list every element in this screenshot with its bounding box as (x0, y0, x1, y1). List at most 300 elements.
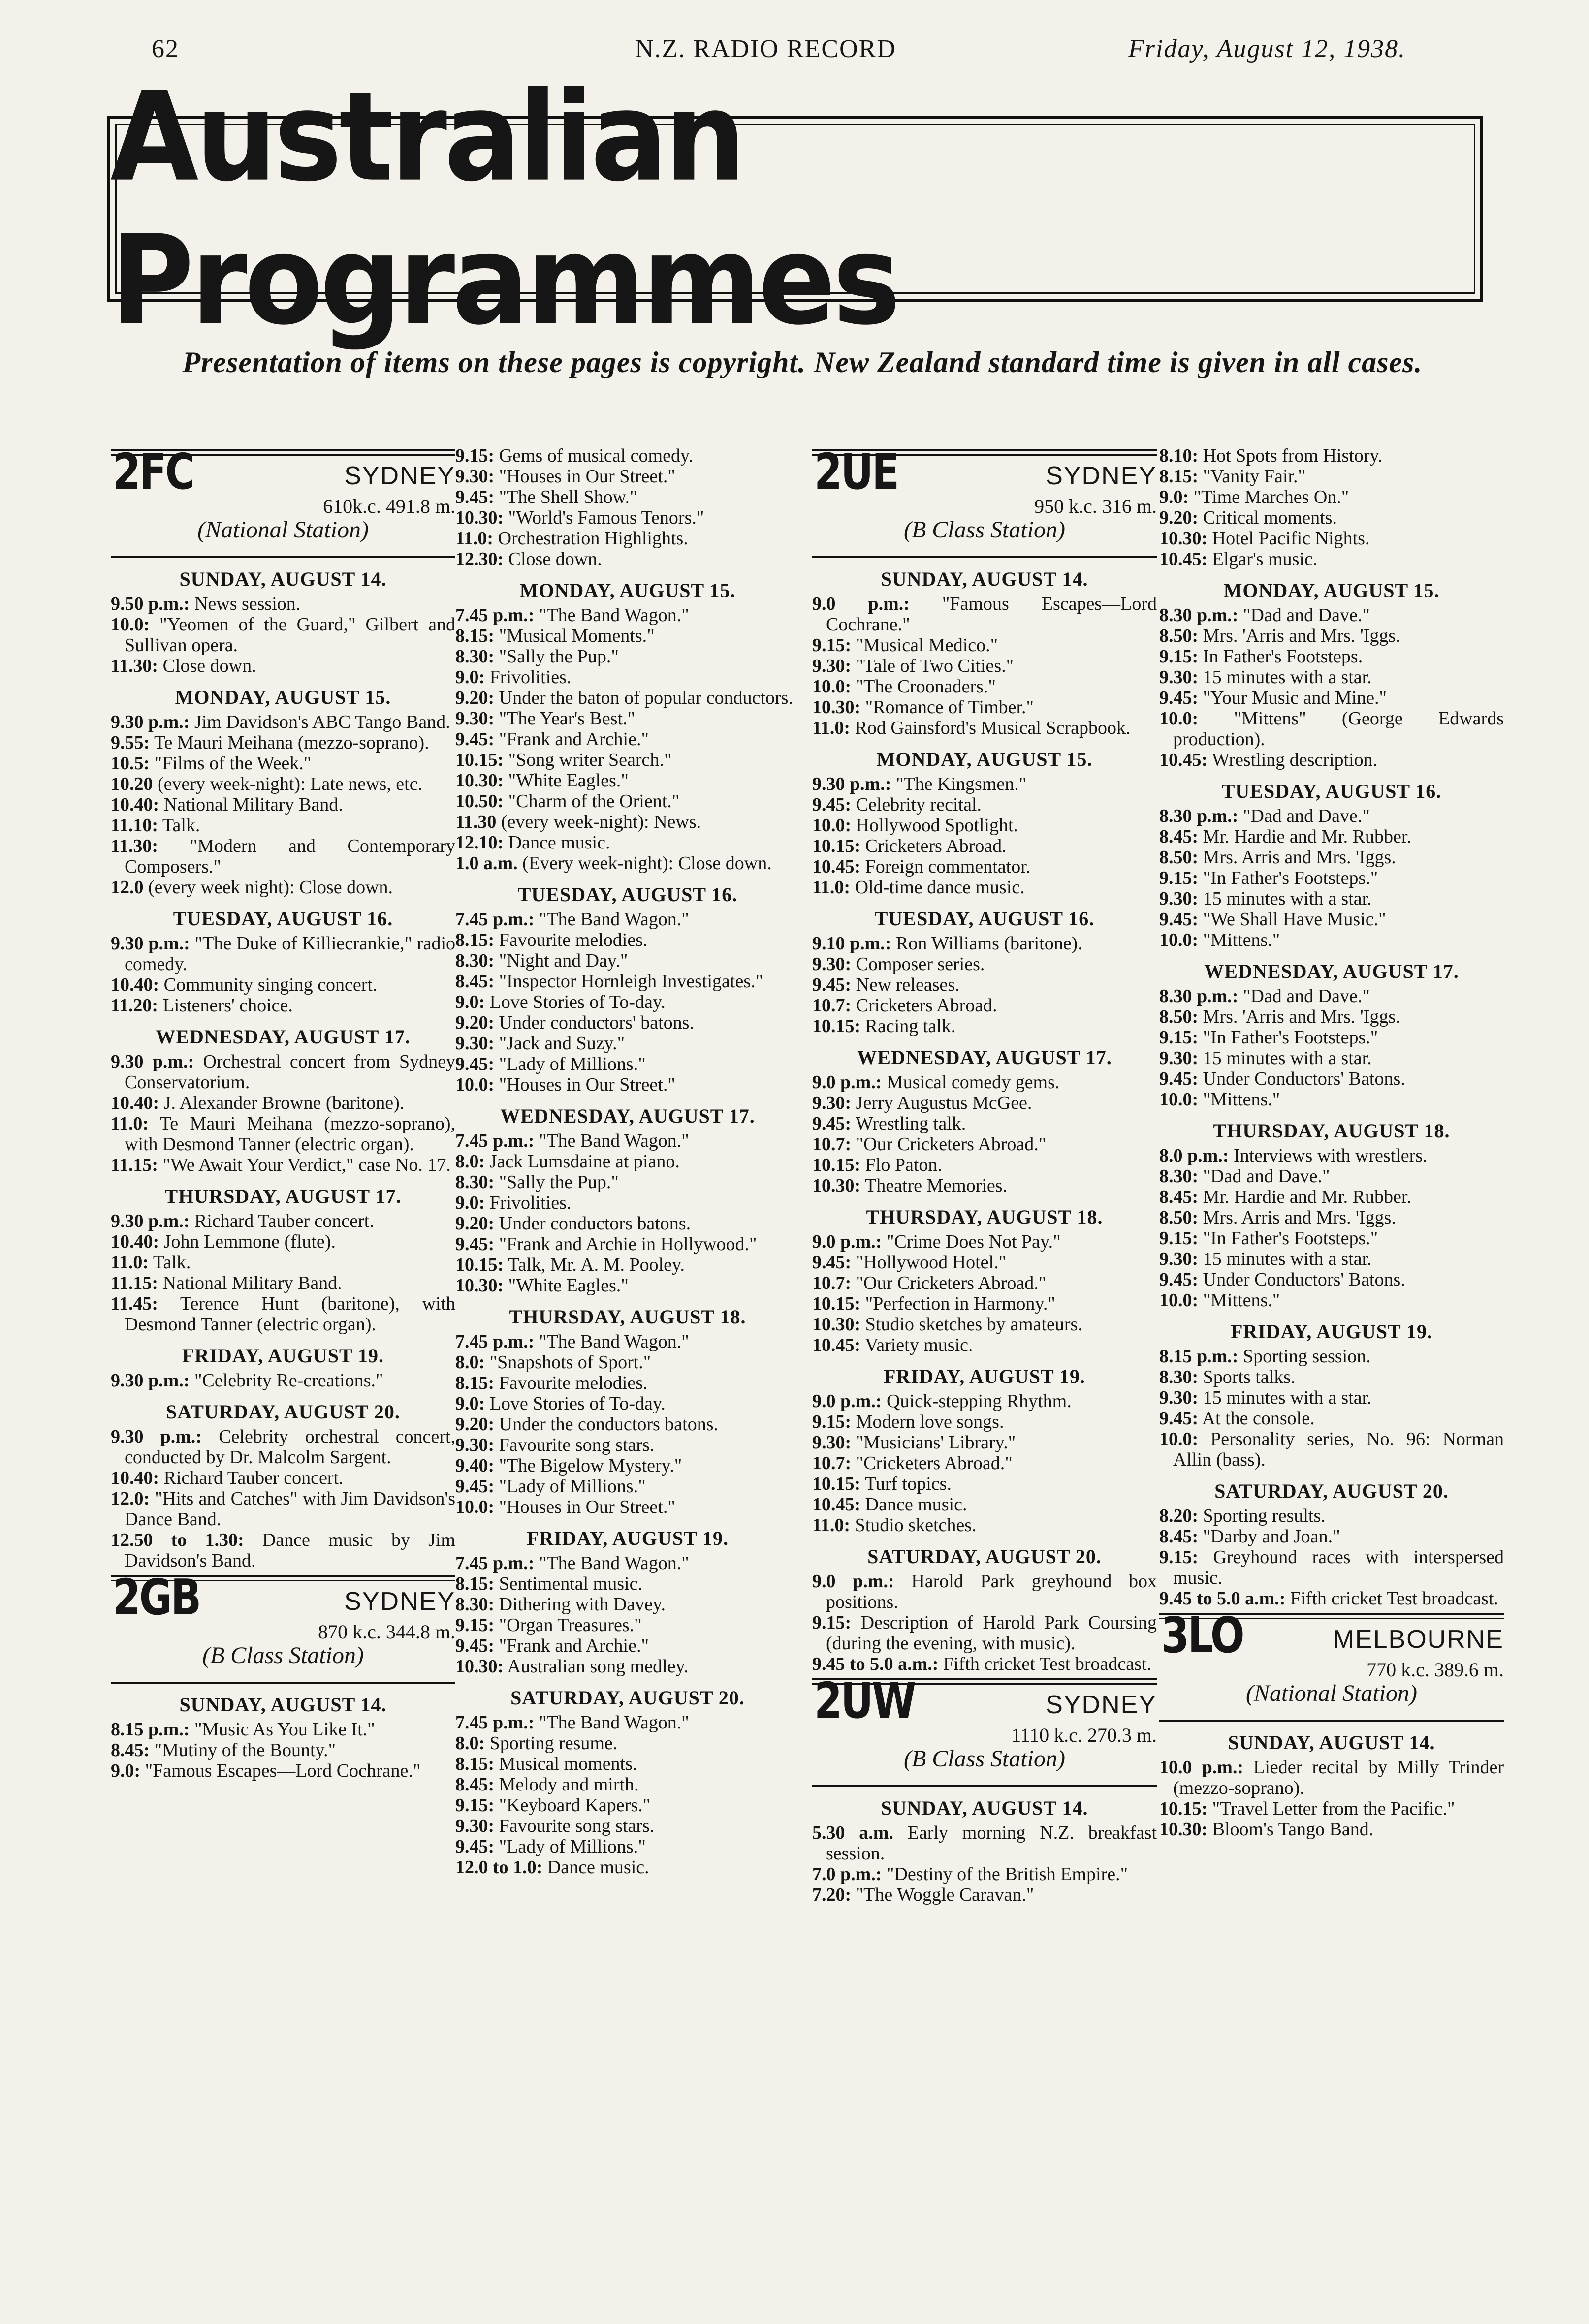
programme-description: "Musical Moments." (499, 626, 655, 646)
programme-time: 9.45: (455, 729, 495, 750)
programme-time: 8.30: (455, 950, 495, 971)
programme-description: "Tale of Two Cities." (856, 656, 1014, 676)
programme-time: 10.7: (812, 1453, 852, 1474)
programme-item (455, 992, 800, 1012)
programme-time: 8.15 p.m.: (111, 1719, 190, 1740)
programme-item (111, 877, 455, 898)
programme-item (1159, 1249, 1504, 1269)
programme-time: 9.20: (455, 1213, 495, 1234)
programme-description: Melody and mirth. (499, 1774, 639, 1795)
programme-item (455, 445, 800, 466)
programme-description: Hot Spots from History. (1203, 445, 1383, 466)
programme-time: 8.30 p.m.: (1159, 605, 1239, 626)
programme-time: 8.45: (111, 1740, 150, 1760)
programme-time: 8.15: (455, 930, 495, 950)
programme-time: 12.50 to 1.30: (111, 1530, 244, 1550)
programme-item (1159, 1757, 1504, 1798)
day-heading: MONDAY, AUGUST 15. (519, 579, 736, 601)
programme-description: Dithering with Davey. (499, 1594, 666, 1615)
day-heading: SATURDAY, AUGUST 20. (166, 1401, 400, 1423)
day-heading: WEDNESDAY, AUGUST 17. (156, 1026, 411, 1048)
programme-time: 9.30 p.m.: (111, 1051, 194, 1072)
programme-description: "The Band Wagon." (539, 909, 689, 930)
programme-time: 10.0: (1159, 1290, 1199, 1311)
day-heading: TUESDAY, AUGUST 16. (517, 883, 738, 906)
programme-item (1159, 1207, 1504, 1228)
programme-description: "Your Music and Mine." (1203, 688, 1387, 708)
programme-description: Flo Paton. (865, 1155, 942, 1175)
programme-description: "Mittens." (1203, 1089, 1280, 1110)
programme-time: 10.30: (455, 507, 504, 528)
programme-time: 7.45 p.m.: (455, 1131, 535, 1151)
programme-time: 9.50 p.m.: (111, 594, 190, 614)
day-heading: THURSDAY, AUGUST 18. (866, 1206, 1103, 1228)
programme-time: 9.30 p.m.: (812, 774, 891, 794)
programme-item (812, 1093, 1157, 1113)
programme-description: "Modern and Contemporary Composers." (125, 836, 455, 877)
programme-description: "Houses in Our Street." (499, 1497, 675, 1517)
programme-item (455, 1193, 800, 1213)
programme-time: 10.15: (812, 1474, 861, 1494)
programme-time: 10.7: (812, 1273, 852, 1293)
programme-description: Frivolities. (489, 1193, 572, 1213)
programme-description: Description of Harold Park Coursing (during the evening, with music). (826, 1612, 1157, 1654)
programme-time: 9.0 p.m.: (812, 1072, 882, 1093)
programme-item (812, 974, 1157, 995)
programme-description: Under conductors batons. (499, 1213, 691, 1234)
day-heading: MONDAY, AUGUST 15. (876, 748, 1093, 770)
programme-item (111, 732, 455, 753)
programme-description: Sporting session. (1242, 1346, 1371, 1367)
programme-item (812, 1252, 1157, 1273)
programme-item (812, 1391, 1157, 1412)
programme-description: "Dad and Dave." (1203, 1166, 1330, 1187)
programme-time: 10.40: (111, 794, 159, 815)
programme-time: 9.30: (1159, 1387, 1199, 1408)
programme-item (111, 614, 455, 656)
programme-description: 15 minutes with a star. (1203, 1249, 1372, 1269)
programme-item (111, 1211, 455, 1231)
programme-description: Te Mauri Meihana (mezzo-soprano). (154, 732, 429, 753)
programme-item (455, 667, 800, 688)
column-4 (1159, 445, 1504, 1840)
station-rule-bottom (111, 556, 455, 558)
programme-time: 9.45: (455, 1836, 495, 1857)
programme-time: 9.15: (455, 1615, 495, 1635)
programme-item (812, 1571, 1157, 1612)
programme-description: Community singing concert. (163, 974, 378, 995)
programme-item (455, 1553, 800, 1573)
programme-description: Mrs. Arris and Mrs. 'Iggs. (1203, 1207, 1396, 1228)
programme-description: Love Stories of To-day. (489, 992, 666, 1012)
programme-description: Studio sketches. (855, 1515, 977, 1536)
programme-description: Talk, Mr. A. M. Pooley. (508, 1255, 685, 1275)
programme-item (111, 712, 455, 732)
day-heading: FRIDAY, AUGUST 19. (1231, 1320, 1432, 1343)
programme-description: "Famous Escapes—Lord Cochrane." (145, 1760, 421, 1781)
programme-time: 9.45: (1159, 1068, 1199, 1089)
programme-description: J. Alexander Browne (baritone). (163, 1093, 405, 1113)
programme-item (1159, 1387, 1504, 1408)
station-type: (B Class Station) (202, 1642, 364, 1668)
programme-description: Frivolities. (489, 667, 572, 688)
programme-description: "We Shall Have Music." (1203, 909, 1386, 930)
programme-item (1159, 1408, 1504, 1429)
programme-time: 9.45: (1159, 909, 1199, 930)
programme-item (455, 1373, 800, 1393)
programme-description: Personality series, No. 96: Norman Allin (bass). (1173, 1429, 1504, 1470)
programme-description: Richard Tauber concert. (194, 1211, 374, 1231)
programme-time: 9.30: (455, 708, 495, 729)
programme-time: 9.30 p.m.: (111, 1370, 190, 1391)
programme-item (1159, 667, 1504, 688)
programme-item (455, 1012, 800, 1033)
programme-item (455, 1573, 800, 1594)
programme-item (455, 1172, 800, 1193)
programme-time: 9.40: (455, 1455, 495, 1476)
programme-time: 9.15: (1159, 1547, 1199, 1568)
programme-item (812, 1113, 1157, 1134)
programme-description: 15 minutes with a star. (1203, 667, 1372, 688)
programme-item (111, 933, 455, 974)
programme-item (455, 1151, 800, 1172)
programme-description: "The Shell Show." (499, 487, 637, 507)
programme-description: "Houses in Our Street." (499, 1074, 675, 1095)
programme-item (812, 1016, 1157, 1036)
programme-time: 9.0 p.m.: (812, 594, 910, 614)
programme-time: 8.45: (1159, 1526, 1199, 1547)
programme-description: "Frank and Archie in Hollywood." (499, 1234, 757, 1255)
programme-description: Racing talk. (865, 1016, 956, 1036)
programme-description: "White Eagles." (508, 770, 629, 791)
programme-description: Favourite song stars. (499, 1816, 655, 1836)
programme-time: 11.30: (111, 656, 159, 676)
programme-time: 10.0: (1159, 930, 1199, 950)
programme-description: National Military Band. (163, 794, 343, 815)
station-type: (B Class Station) (903, 1746, 1065, 1772)
programme-item (111, 1740, 455, 1760)
programme-time: 8.0: (455, 1733, 485, 1754)
programme-time: 10.45: (1159, 750, 1208, 770)
programme-item (455, 791, 800, 812)
programme-item (1159, 1145, 1504, 1166)
programme-description: "The Band Wagon." (539, 1331, 689, 1352)
programme-time: 9.15: (455, 445, 495, 466)
programme-time: 8.15: (455, 1573, 495, 1594)
programme-item (455, 1414, 800, 1435)
programme-description: Variety music. (864, 1335, 973, 1355)
programme-description: Favourite melodies. (499, 1373, 648, 1393)
programme-time: 8.50: (1159, 1006, 1199, 1027)
programme-item (812, 933, 1157, 954)
programme-item (812, 656, 1157, 676)
programme-item (455, 1656, 800, 1677)
programme-time: 5.30 a.m. (812, 1822, 893, 1843)
programme-item (812, 1494, 1157, 1515)
programme-item (812, 718, 1157, 738)
programme-description: "Sally the Pup." (499, 1172, 619, 1193)
programme-item (455, 487, 800, 507)
programme-description: "Darby and Joan." (1203, 1526, 1340, 1547)
programme-item (455, 708, 800, 729)
programme-time: 9.45 to 5.0 a.m.: (812, 1654, 939, 1674)
programme-time: 10.20 (111, 774, 153, 794)
station-rule-bottom (111, 1682, 455, 1684)
programme-item (455, 1774, 800, 1795)
programme-time: 9.0: (455, 1393, 485, 1414)
programme-item (1159, 868, 1504, 888)
programme-description: "Films of the Week." (154, 753, 312, 774)
programme-item (1159, 1089, 1504, 1110)
programme-time: 10.15: (812, 1155, 861, 1175)
programme-item (1159, 445, 1504, 466)
programme-time: 10.0: (455, 1074, 495, 1095)
programme-time: 8.50: (1159, 1207, 1199, 1228)
programme-description: Under Conductors' Batons. (1203, 1269, 1405, 1290)
programme-description: "Destiny of the British Empire." (886, 1864, 1128, 1884)
programme-item (1159, 1429, 1504, 1470)
station-rule-bottom (812, 1785, 1157, 1787)
programme-description: "The Kingsmen." (895, 774, 1027, 794)
station-city: SYDNEY (344, 462, 455, 490)
programme-description: Under the baton of popular conductors. (499, 688, 793, 708)
programme-item (455, 1455, 800, 1476)
programme-time: 9.20: (455, 1414, 495, 1435)
programme-item (111, 1426, 455, 1468)
programme-item (1159, 646, 1504, 667)
programme-item (812, 697, 1157, 718)
programme-description: Greyhound races with interspersed music. (1173, 1547, 1504, 1588)
programme-item (455, 832, 800, 853)
programme-item (812, 1155, 1157, 1175)
programme-time: 9.15: (455, 1795, 495, 1816)
programme-item (812, 1273, 1157, 1293)
programme-description: Wrestling description. (1211, 750, 1378, 770)
programme-description: Sports talks. (1203, 1367, 1296, 1387)
programme-description: Quick-stepping Rhythm. (886, 1391, 1072, 1412)
programme-time: 9.30 p.m.: (111, 933, 190, 954)
programme-time: 10.0: (111, 614, 150, 635)
programme-time: 8.15: (455, 626, 495, 646)
day-heading: TUESDAY, AUGUST 16. (874, 908, 1095, 930)
programme-description: Dance music. (508, 832, 610, 853)
programme-time: 9.15: (812, 1412, 852, 1432)
programme-time: 10.0: (455, 1497, 495, 1517)
day-heading: SUNDAY, AUGUST 14. (179, 1694, 387, 1716)
programme-time: 9.30: (455, 1435, 495, 1455)
programme-time: 7.0 p.m.: (812, 1864, 882, 1884)
programme-item (455, 1393, 800, 1414)
station-rule-bottom (1159, 1720, 1504, 1722)
programme-item (111, 836, 455, 877)
programme-item (111, 753, 455, 774)
programme-item (1159, 1006, 1504, 1027)
programme-description: "Houses in Our Street." (499, 466, 675, 487)
programme-description: "In Father's Footsteps." (1203, 868, 1378, 888)
programme-description: (every week-night): Late news, etc. (158, 774, 423, 794)
programme-description: "The Band Wagon." (539, 1712, 689, 1733)
programme-time: 12.0: (111, 1488, 150, 1509)
programme-item (455, 853, 800, 874)
programme-time: 10.30: (1159, 528, 1208, 549)
programme-description: Richard Tauber concert. (163, 1468, 344, 1488)
programme-description: Cricketers Abroad. (856, 995, 997, 1016)
programme-item (812, 1134, 1157, 1155)
programme-time: 9.20: (1159, 507, 1199, 528)
programme-item (812, 836, 1157, 856)
programme-description: Rod Gainsford's Musical Scrapbook. (855, 718, 1131, 738)
programme-item (812, 794, 1157, 815)
programme-time: 8.15: (455, 1373, 495, 1393)
programme-time: 11.0: (812, 877, 851, 898)
programme-item (812, 1654, 1157, 1674)
programme-time: 8.15: (455, 1754, 495, 1774)
programme-item (1159, 1547, 1504, 1588)
programme-description: Talk. (153, 1252, 191, 1273)
day-heading: SUNDAY, AUGUST 14. (1228, 1731, 1435, 1754)
programme-item (812, 856, 1157, 877)
programme-item (111, 974, 455, 995)
programme-item (1159, 909, 1504, 930)
programme-item (1159, 1027, 1504, 1048)
programme-time: 10.0 p.m.: (1159, 1757, 1244, 1778)
programme-description: 15 minutes with a star. (1203, 1387, 1372, 1408)
programme-time: 10.30: (1159, 1819, 1208, 1840)
programme-description: Studio sketches by amateurs. (865, 1314, 1082, 1335)
programme-item (1159, 1346, 1504, 1367)
programme-time: 12.10: (455, 832, 504, 853)
programme-description: "White Eagles." (508, 1275, 629, 1296)
programme-item (455, 549, 800, 569)
programme-description: "The Band Wagon." (539, 1131, 689, 1151)
day-heading: SUNDAY, AUGUST 14. (881, 1797, 1088, 1819)
programme-description: "The Bigelow Mystery." (499, 1455, 682, 1476)
programme-item (1159, 750, 1504, 770)
programme-description: 15 minutes with a star. (1203, 888, 1372, 909)
programme-description: Dance music. (865, 1494, 967, 1515)
programme-item (1159, 1068, 1504, 1089)
programme-description: "World's Famous Tenors." (508, 507, 704, 528)
programme-item (1159, 1526, 1504, 1547)
day-heading: FRIDAY, AUGUST 19. (182, 1345, 384, 1367)
programme-time: 8.30 p.m.: (1159, 986, 1239, 1006)
programme-description: "The Duke of Killiecrankie," radio comedy. (125, 933, 455, 974)
programme-description: "Lady of Millions." (499, 1836, 646, 1857)
programme-time: 9.30: (455, 1033, 495, 1054)
programme-time: 10.15: (812, 836, 861, 856)
day-heading: TUESDAY, AUGUST 16. (173, 908, 393, 930)
station-call-sign: 2GB (113, 1569, 200, 1626)
programme-time: 7.20: (812, 1884, 852, 1905)
programme-time: 10.40: (111, 1093, 159, 1113)
programme-time: 11.30 (455, 812, 497, 832)
programme-description: Favourite melodies. (499, 930, 648, 950)
programme-item (455, 1497, 800, 1517)
programme-time: 12.0 (111, 877, 144, 898)
programme-item (1159, 708, 1504, 750)
station-city: MELBOURNE (1333, 1625, 1504, 1654)
day-heading: SATURDAY, AUGUST 20. (510, 1687, 745, 1709)
station-type: (National Station) (197, 517, 369, 543)
programme-description: Ron Williams (baritone). (895, 933, 1082, 954)
programme-item (455, 646, 800, 667)
programme-description: Old-time dance music. (855, 877, 1025, 898)
programme-description: (Every week-night): Close down. (522, 853, 772, 874)
programme-item (111, 1370, 455, 1391)
programme-time: 9.20: (455, 688, 495, 708)
programme-item (1159, 1506, 1504, 1526)
programme-item (455, 1275, 800, 1296)
programme-description: Orchestral concert from Sydney Conservatorium. (125, 1051, 456, 1093)
programme-time: 10.40: (111, 1468, 159, 1488)
day-heading: SATURDAY, AUGUST 20. (867, 1545, 1102, 1568)
station-city: SYDNEY (344, 1587, 455, 1616)
programme-description: Jerry Augustus McGee. (856, 1093, 1032, 1113)
programme-description: Hollywood Spotlight. (856, 815, 1018, 836)
day-heading: MONDAY, AUGUST 15. (175, 686, 391, 708)
programme-item (812, 1072, 1157, 1093)
programme-item (1159, 487, 1504, 507)
programme-time: 10.0: (812, 676, 852, 697)
banner-title: Australian Programmes (110, 65, 898, 352)
day-heading: FRIDAY, AUGUST 19. (884, 1365, 1085, 1387)
programme-item (1159, 1798, 1504, 1819)
programme-description: "In Father's Footsteps." (1203, 1228, 1378, 1249)
programme-description: "The Year's Best." (499, 708, 636, 729)
programme-description: Under the conductors batons. (499, 1414, 718, 1435)
programme-time: 9.15: (812, 1612, 852, 1633)
programme-description: Mrs. Arris and Mrs. 'Iggs. (1203, 847, 1396, 868)
programme-item (812, 594, 1157, 635)
programme-time: 10.30: (455, 1656, 504, 1677)
programme-item (455, 1594, 800, 1615)
programme-time: 8.0: (455, 1151, 485, 1172)
programme-description: "Musicians' Library." (856, 1432, 1016, 1453)
programme-item (111, 815, 455, 836)
programme-description: Jack Lumsdaine at piano. (489, 1151, 680, 1172)
programme-time: 11.45: (111, 1293, 159, 1314)
programme-item (812, 1453, 1157, 1474)
programme-time: 8.50: (1159, 847, 1199, 868)
programme-item (1159, 1166, 1504, 1187)
programme-item (111, 594, 455, 614)
programme-item (812, 1231, 1157, 1252)
day-heading: MONDAY, AUGUST 15. (1223, 579, 1440, 601)
programme-time: 11.10: (111, 815, 159, 836)
programme-time: 9.15: (1159, 868, 1199, 888)
programme-description: "Dad and Dave." (1242, 806, 1370, 826)
programme-item (455, 1131, 800, 1151)
programme-item (455, 688, 800, 708)
day-heading: FRIDAY, AUGUST 19. (527, 1527, 729, 1549)
station-type: (B Class Station) (903, 517, 1065, 543)
programme-item (455, 909, 800, 930)
programme-description: "Night and Day." (499, 950, 628, 971)
station-rule-bottom (812, 556, 1157, 558)
programme-description: Celebrity orchestral concert, conducted by Dr. Malcolm Sargent. (125, 1426, 456, 1468)
programme-time: 9.45: (455, 1635, 495, 1656)
programme-time: 10.45: (812, 1494, 861, 1515)
programme-item (455, 1074, 800, 1095)
programme-time: 11.20: (111, 995, 159, 1016)
programme-description: New releases. (856, 974, 960, 995)
programme-description: Celebrity recital. (856, 794, 982, 815)
programme-item (455, 466, 800, 487)
programme-item (812, 877, 1157, 898)
programme-description: Composer series. (856, 954, 985, 974)
programme-description: "Perfection in Harmony." (865, 1293, 1055, 1314)
station-block (111, 1569, 455, 1670)
